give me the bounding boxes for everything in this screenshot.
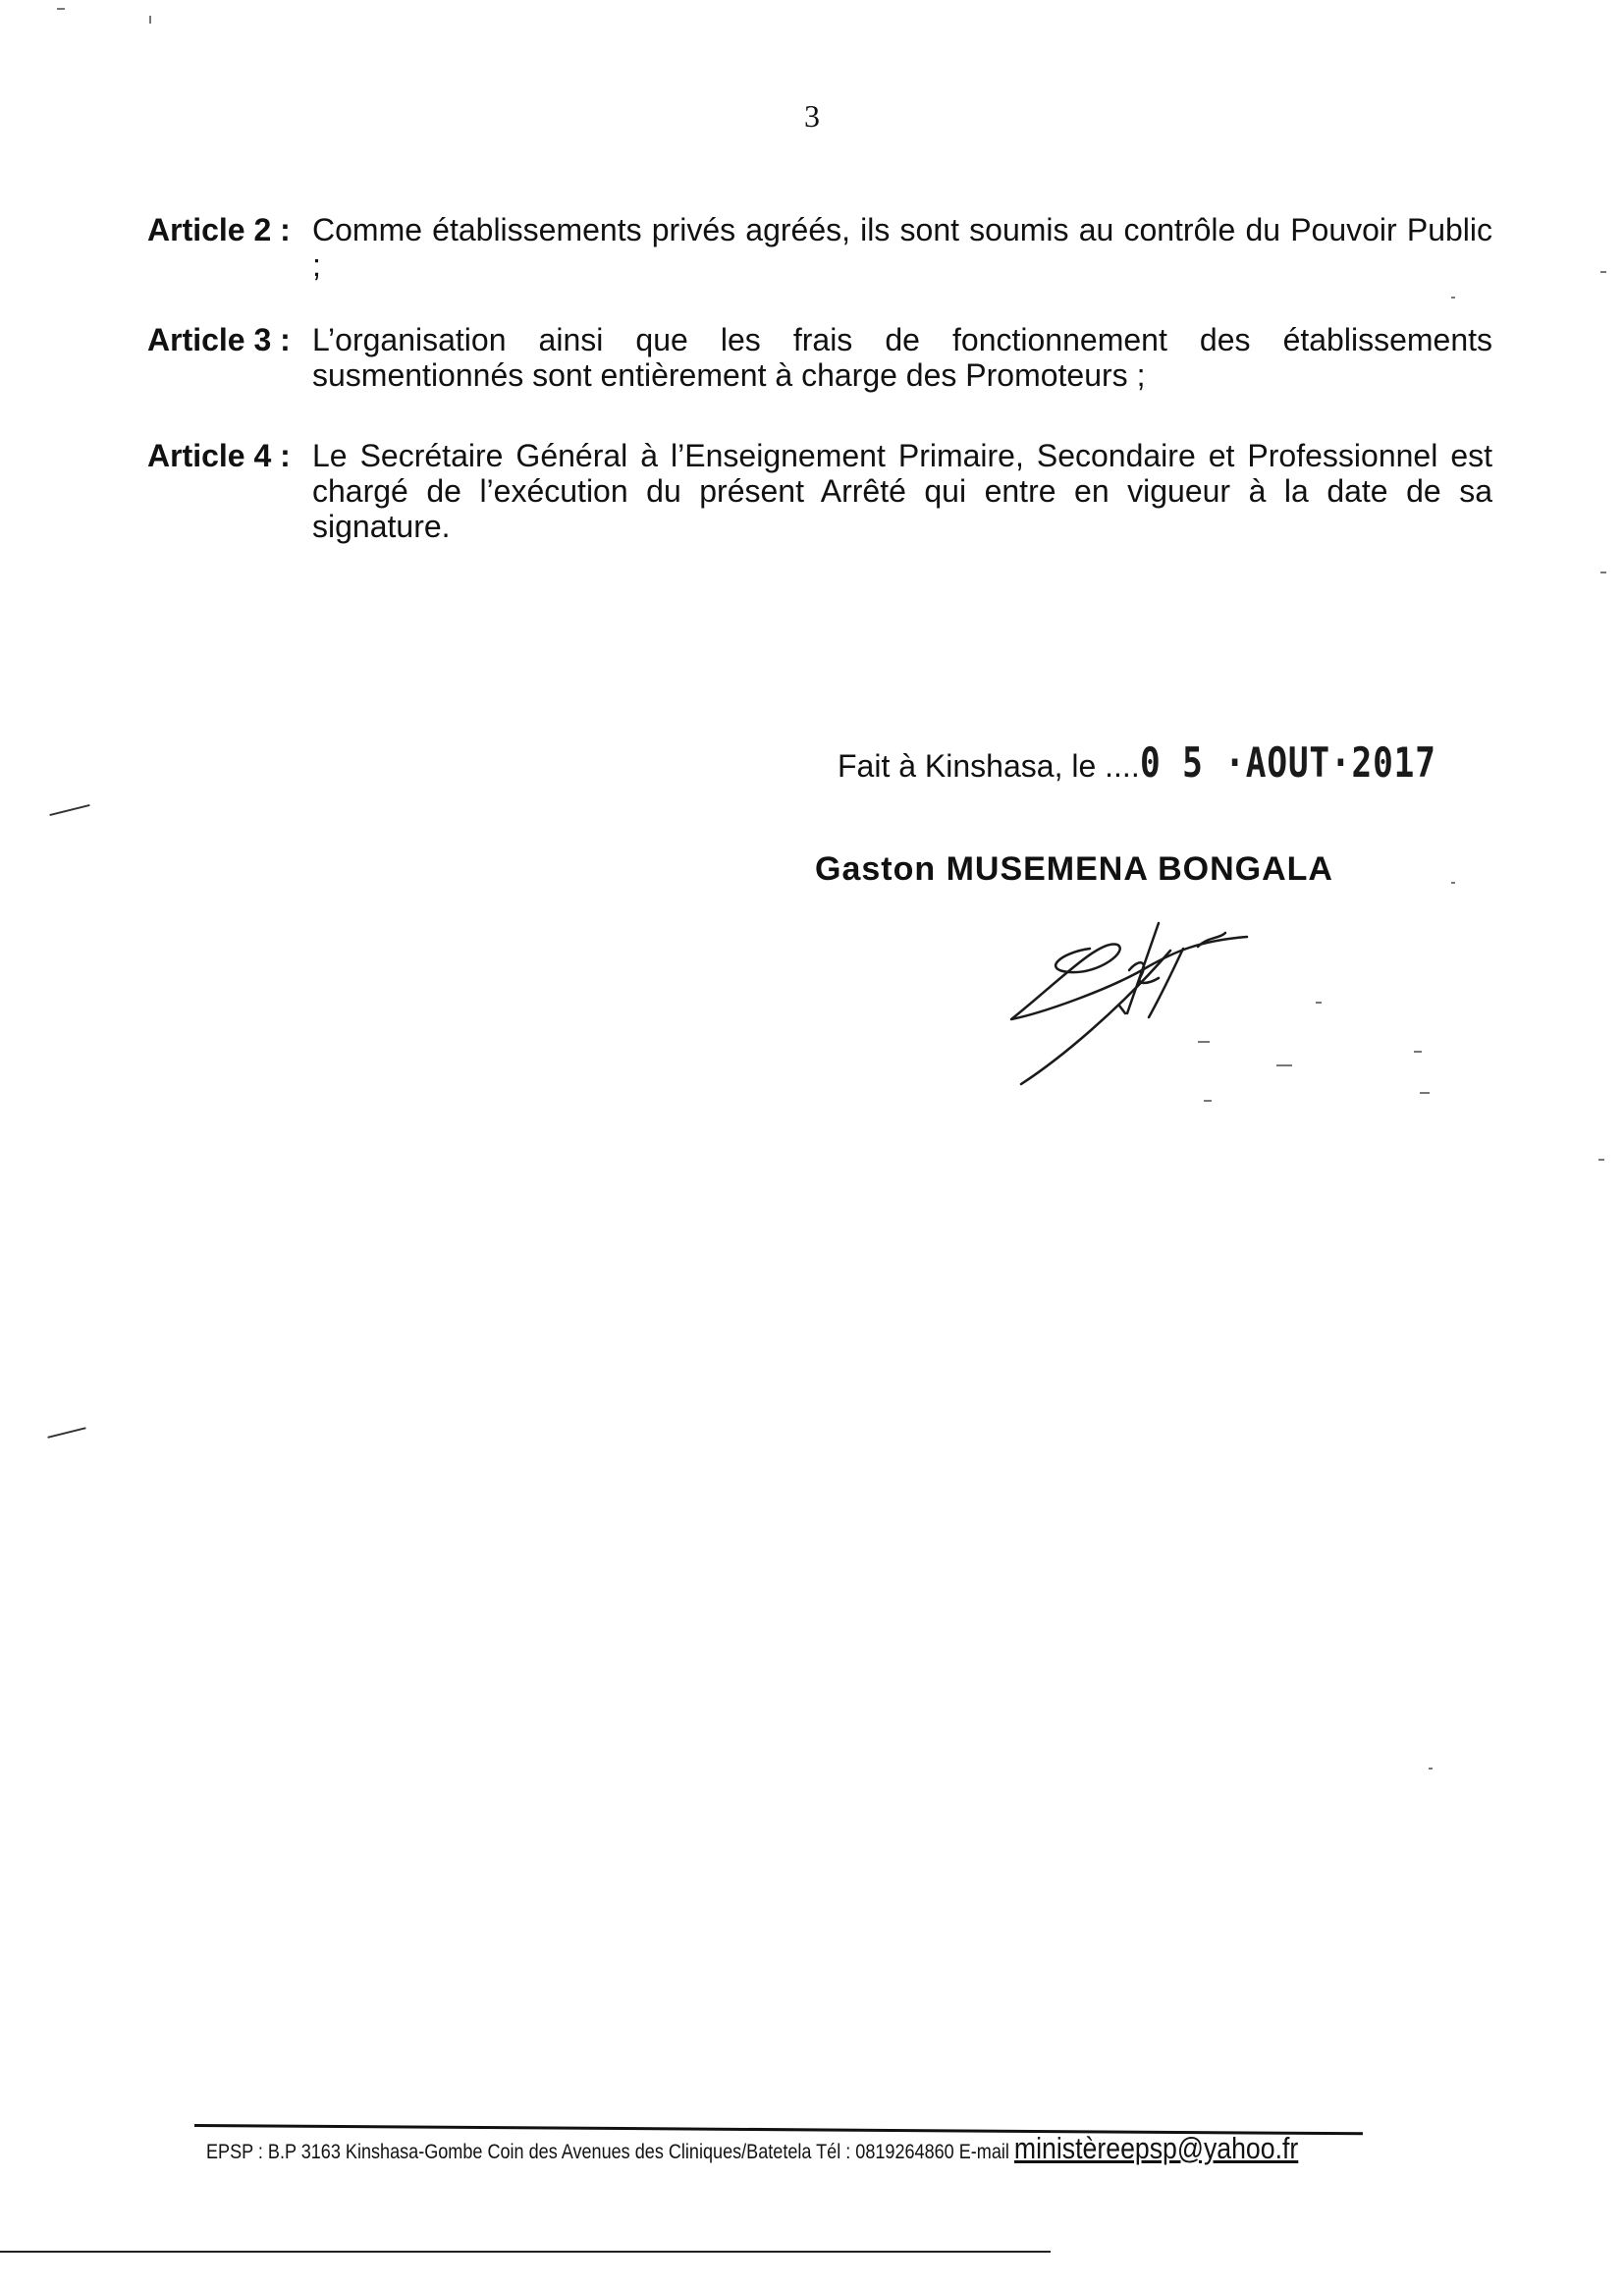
signing-place-date [838, 738, 1501, 787]
signing-place: Fait à Kinshasa, le .... [838, 748, 1140, 784]
scan-speck [1414, 1051, 1422, 1053]
signatory-last-name: MUSEMENA BONGALA [946, 850, 1333, 888]
article-label: Article 3 : [147, 322, 291, 357]
article-3 [147, 322, 1492, 393]
signatory-first-name: Gaston [815, 850, 937, 888]
scan-speck [47, 1427, 85, 1439]
article-4 [147, 438, 1492, 544]
scan-speck [1451, 297, 1455, 299]
scan-speck [149, 16, 151, 24]
scan-speck [49, 804, 89, 816]
scan-speck [1316, 1002, 1322, 1004]
footer-address-text: EPSP : B.P 3163 Kinshasa-Gombe Coin des Avenues des Cliniques/Batetela Tél : 0819264860 E-mail [206, 2141, 1014, 2163]
page-number: 3 [804, 98, 820, 134]
scan-speck [1429, 1768, 1433, 1770]
article-label: Article 4 : [147, 438, 291, 473]
scan-speck [1598, 1159, 1604, 1161]
scan-speck [1451, 882, 1455, 884]
article-2 [147, 212, 1492, 283]
scan-speck [1420, 1092, 1430, 1094]
article-label: Article 2 : [147, 212, 291, 247]
article-text: L’organisation ainsi que les frais de fonctionnement des établissements susmentionnés sont entièrement à charge des Promoteurs ; [312, 322, 1492, 393]
article-text: Comme établissements privés agréés, ils sont soumis au contrôle du Pouvoir Public ; [312, 212, 1492, 283]
scan-speck [1600, 271, 1606, 273]
handwritten-signature [1001, 911, 1296, 1098]
signatory-name [815, 850, 1333, 889]
footer-address [206, 2131, 1298, 2166]
scan-speck [1204, 1100, 1212, 1102]
footer-email: ministèreepsp@yahoo.fr [1013, 2131, 1299, 2165]
scan-speck [1276, 1064, 1292, 1066]
date-stamp: 0 5 ·AOUT·2017 [1139, 738, 1436, 787]
article-text: Le Secrétaire Général à l’Enseignement Primaire, Secondaire et Professionnel est chargé de l’exécution du présent Arrêté qui entre en vigueur à la date de sa signature. [312, 438, 1492, 544]
scan-speck [57, 8, 65, 10]
scan-speck [1600, 572, 1606, 573]
page-bottom-edge [0, 2251, 1051, 2253]
scan-speck [1198, 1041, 1210, 1043]
